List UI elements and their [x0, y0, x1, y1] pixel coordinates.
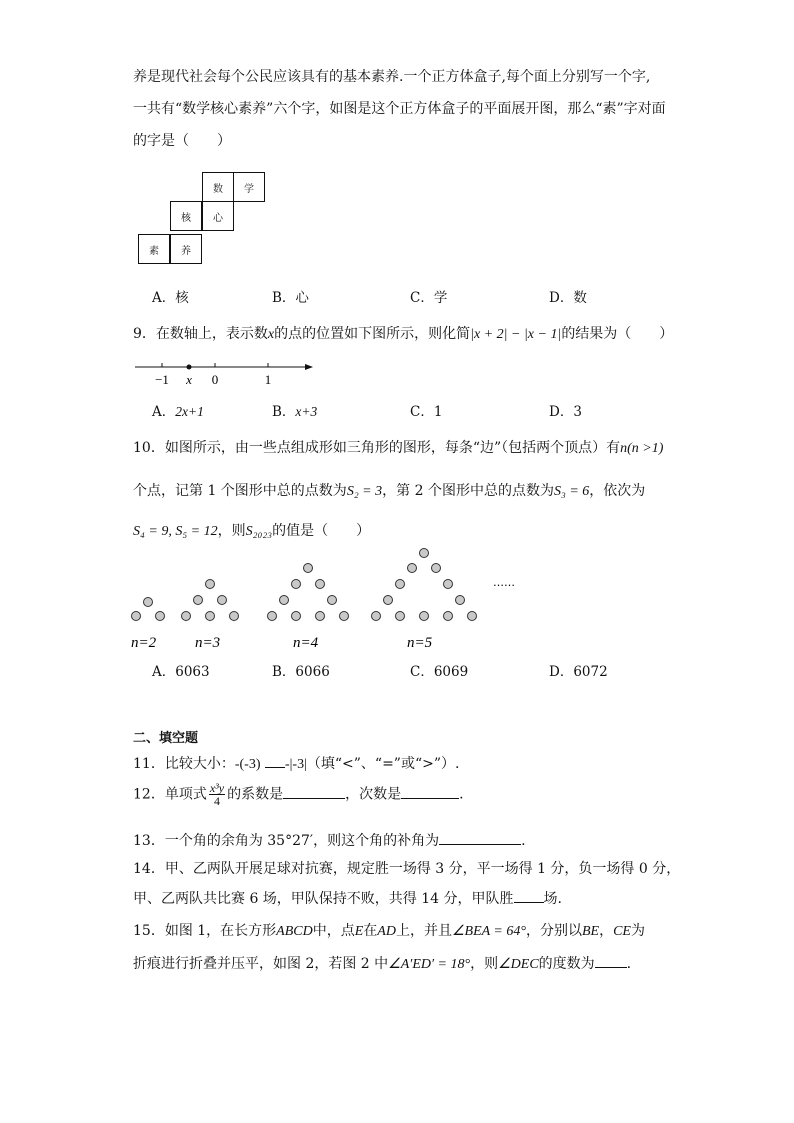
q9-option-a-value: 2x+1 — [175, 404, 204, 419]
label-0: 0 — [211, 372, 219, 387]
q11-suffix: （填“<”、“=”或“>”）. — [306, 756, 460, 772]
dot — [372, 612, 381, 621]
q9-option-d-value: 3 — [573, 404, 582, 420]
q12-prefix: 12．单项式 — [133, 786, 207, 803]
dot — [340, 612, 349, 621]
q15-t5: ，分别以 — [525, 923, 582, 939]
dot — [396, 612, 405, 621]
net-cell-xin: 心 — [202, 201, 234, 231]
q14-end: 场. — [543, 891, 562, 907]
q8-line-2: 一共有“数学核心素养”六个字，如图是这个正方体盒子的平面展开图，那么“素”字对面 — [133, 101, 666, 117]
dot — [268, 612, 277, 621]
q10-line-2 — [133, 480, 645, 500]
dot — [132, 612, 141, 621]
q15-t8: 折痕进行折叠并压平，如图 2，若图 2 中 — [133, 956, 389, 972]
q15-be: BE — [581, 924, 600, 939]
dot-triangles-figure — [125, 540, 545, 655]
dot — [328, 596, 337, 605]
q12-degree-text: ，次数是 — [345, 786, 402, 803]
q15-t1: 15．如图 1，在长方形 — [133, 923, 277, 939]
q10-line-3b: 的值是（ ） — [272, 523, 371, 539]
label-n5: n=5 — [407, 635, 433, 651]
q15-t3: 在 — [363, 923, 378, 939]
dot — [408, 564, 417, 573]
q9-stem — [133, 323, 673, 343]
dot — [230, 612, 239, 621]
dot — [206, 580, 215, 589]
triangle-n4 — [268, 564, 349, 621]
label-neg1: −1 — [155, 372, 169, 387]
q15-t9: ，则 — [470, 956, 499, 972]
q10-line-2b: ，第 2 个图形中总的点数为 — [382, 483, 554, 499]
q10-n-condition: n(n >1) — [620, 441, 664, 456]
net-cell-su: 素 — [138, 234, 170, 264]
q13-answer-blank[interactable] — [439, 832, 521, 845]
q10-line-1 — [133, 437, 663, 457]
label-1: 1 — [264, 372, 272, 387]
q9-expression: |x + 2| − |x − 1| — [470, 327, 562, 342]
net-cell-yang: 养 — [170, 234, 202, 264]
q12-fraction — [209, 782, 225, 807]
q15-angle-aed: ∠A′ED′ = 18° — [388, 957, 471, 972]
dot — [432, 564, 441, 573]
q10-s3: S₃ = 6 — [553, 484, 590, 499]
net-cell-he: 核 — [170, 201, 202, 231]
q10-option-a[interactable]: A．6063 — [152, 664, 210, 680]
q14-line-2-text: 甲、乙两队共比赛 6 场，甲队保持不败，共得 14 分，甲队胜 — [133, 891, 514, 907]
net-cell-xue: 学 — [233, 172, 265, 202]
dot — [456, 596, 465, 605]
triangle-n2 — [132, 598, 165, 621]
q15-line-1 — [133, 920, 645, 940]
q10-option-d[interactable]: D．6072 — [549, 664, 608, 680]
q14-line-1: 14．甲、乙两队开展足球对抗赛，规定胜一场得 3 分，平一场得 1 分，负一场得 0 分， — [133, 861, 681, 877]
q15-t2: 中，点 — [312, 923, 355, 939]
q15-line-2 — [133, 953, 631, 973]
point-x — [187, 365, 192, 370]
dot — [396, 580, 405, 589]
axis-arrow-icon — [305, 364, 313, 370]
q10-s4-s5: S₄ = 9, S₅ = 12 — [133, 524, 218, 539]
q15-t10: 的度数为 — [538, 956, 595, 972]
triangle-n3 — [182, 580, 239, 621]
dot — [316, 612, 325, 621]
q10-line-1-text: 10．如图所示，由一些点组成形如三角形的图形，每条“边”（包括两个顶点）有 — [133, 440, 621, 456]
q10-line-2a: 个点，记第 1 个图形中总的点数为 — [133, 483, 347, 499]
q9-option-b-value: x+3 — [295, 404, 318, 419]
dot — [444, 580, 453, 589]
q9-option-a[interactable] — [152, 400, 204, 420]
q10-s2023: S₂₀₂₃ — [245, 524, 273, 539]
q8-option-c[interactable]: C．学 — [410, 290, 448, 306]
q9-option-b-label: B． — [272, 404, 296, 420]
q14-line-2 — [133, 888, 562, 908]
q11-left-expr: -(-3) — [234, 757, 261, 772]
net-cell-shu: 数 — [202, 172, 234, 202]
q10-option-c[interactable]: C．6069 — [410, 664, 469, 680]
q8-option-d[interactable]: D．数 — [549, 290, 587, 306]
q12-degree-blank[interactable] — [401, 786, 459, 799]
q11-answer-blank[interactable] — [265, 755, 285, 768]
q9-var: x — [267, 327, 275, 342]
dot — [316, 580, 325, 589]
q15-abcd: ABCD — [276, 924, 313, 939]
q14-answer-blank[interactable] — [514, 890, 544, 903]
dot — [218, 596, 227, 605]
section-title: 二、填空题 — [133, 731, 199, 746]
q13-text: 13．一个角的余角为 35°27′，则这个角的补角为 — [133, 833, 440, 849]
q11 — [133, 753, 459, 773]
q12-coef-text: 的系数是 — [227, 786, 284, 803]
q10-line-2c: ，依次为 — [589, 483, 646, 499]
label-n2: n=2 — [131, 635, 157, 651]
q11-right-expr: -|-3| — [284, 757, 307, 772]
q15-ce: CE — [613, 924, 631, 939]
q9-option-b[interactable] — [272, 400, 317, 420]
dot — [194, 596, 203, 605]
q15-t7: 为 — [630, 923, 645, 939]
ellipsis: …… — [493, 576, 515, 589]
q10-option-b[interactable]: B．6066 — [272, 664, 330, 680]
q11-prefix: 11．比较大小： — [133, 756, 235, 772]
dot — [420, 549, 429, 558]
q15-e: E — [354, 924, 364, 939]
q13 — [133, 830, 526, 850]
q8-option-a[interactable]: A．核 — [152, 290, 189, 306]
dot — [206, 612, 215, 621]
q10-line-3 — [133, 520, 370, 540]
q8-line-1: 养是现代社会每个公民应该具有的基本素养.一个正方体盒子,每个面上分别写一个字, — [133, 69, 651, 85]
q13-end: . — [521, 833, 526, 849]
q12-end: . — [459, 786, 464, 803]
q10-s2: S₂ = 3 — [346, 484, 383, 499]
q9-prefix: 9．在数轴上，表示数 — [133, 326, 268, 342]
q9-option-c[interactable] — [410, 400, 442, 420]
label-x: x — [186, 372, 192, 387]
dot — [292, 580, 301, 589]
q9-option-d-label: D． — [549, 404, 574, 420]
label-n4: n=4 — [293, 635, 319, 651]
dot — [444, 612, 453, 621]
q9-option-d[interactable] — [549, 400, 582, 420]
q15-angle-bea: ∠BEA = 64° — [451, 924, 526, 939]
q8-option-b[interactable]: B．心 — [272, 290, 309, 306]
q10-line-3a: ，则 — [217, 523, 246, 539]
label-n3: n=3 — [195, 635, 221, 651]
q9-option-c-value: 1 — [433, 404, 443, 420]
dot — [304, 564, 313, 573]
dot — [156, 612, 165, 621]
q9-suffix: 的结果为（ ） — [561, 326, 674, 342]
q15-angle-dec: ∠DEC — [498, 957, 539, 972]
q9-mid: 的点的位置如下图所示，则化简 — [274, 326, 471, 342]
number-line — [130, 355, 320, 391]
q12-coefficient-blank[interactable] — [283, 786, 345, 799]
q15-answer-blank[interactable] — [595, 955, 627, 968]
q15-t6: ， — [599, 923, 614, 939]
dot — [182, 612, 191, 621]
q9-option-c-label: C． — [410, 404, 434, 420]
q9-option-a-label: A． — [152, 404, 176, 420]
dot — [384, 596, 393, 605]
dot — [280, 596, 289, 605]
triangle-n5 — [372, 549, 477, 621]
dot — [292, 612, 301, 621]
dot — [468, 612, 477, 621]
dot — [144, 598, 153, 607]
q12 — [133, 782, 464, 807]
q12-numerator: x³y — [209, 781, 225, 795]
dot — [420, 612, 429, 621]
q15-ad: AD — [377, 924, 396, 939]
q15-t4: 上，并且 — [395, 923, 452, 939]
q8-line-3: 的字是（ ） — [133, 133, 231, 149]
q15-end: . — [626, 956, 632, 972]
q12-denominator: 4 — [213, 794, 220, 808]
